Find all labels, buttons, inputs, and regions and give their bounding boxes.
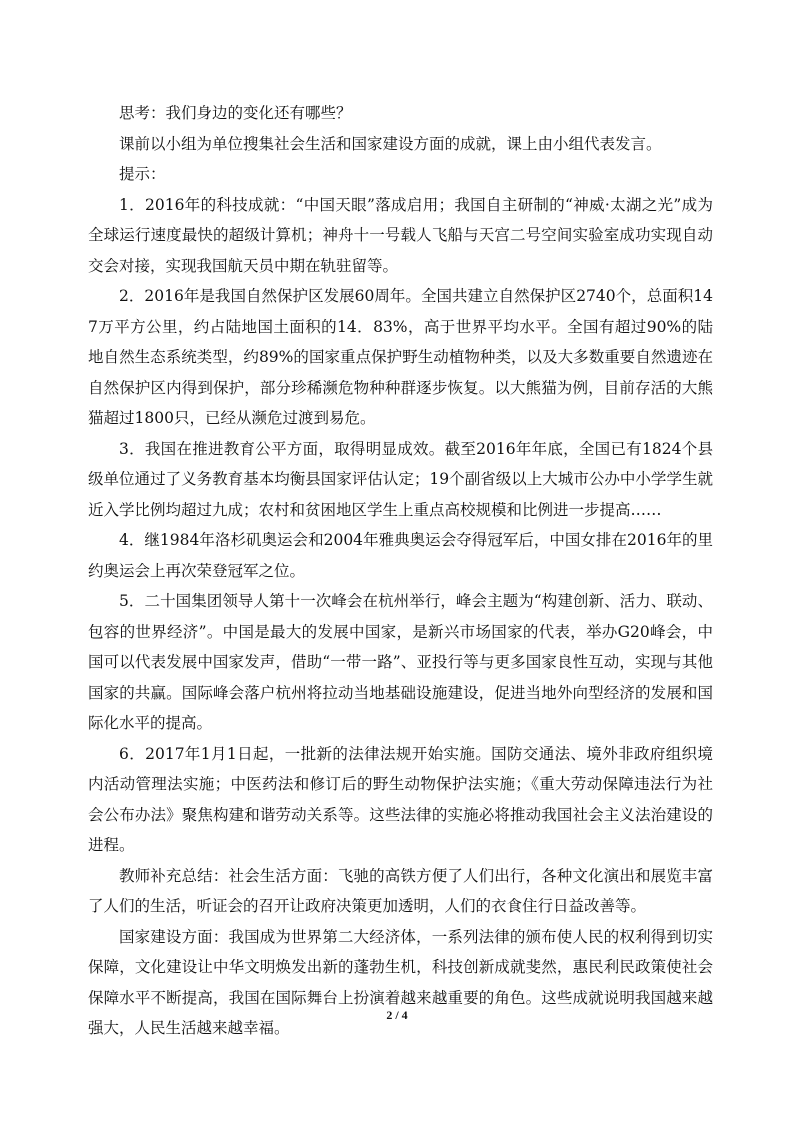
page-number: 2 / 4 — [386, 1008, 408, 1022]
paragraph-item-1: 1．2016年的科技成就：“中国天眼”落成启用；我国自主研制的“神威·太湖之光”成为全球运行速度最快的超级计算机；神舟十一号载人飞船与天宫二号空间实验室成功实现自动交会对接，实现我国航天员中期在轨驻留等。 — [88, 195, 713, 275]
paragraph-item-2: 2．2016年是我国自然保护区发展60周年。全国共建立自然保护区2740个，总面积147万平方公里，约占陆地国土面积的14．83%，高于世界平均水平。全国有超过90%的陆地自然生态系统类型，约89%的国家重点保护野生动植物种类，以及大多数重要自然遗迹在自然保护区内得到保护，部分珍稀濒危物种种群逐步恢复。以大熊猫为例，目前存活的大熊猫超过1800只，已经从濒危过渡到易危。 — [88, 287, 713, 427]
paragraph-item-4: 4．继1984年洛杉矶奥运会和2004年雅典奥运会夺得冠军后，中国女排在2016年的里约奥运会上再次荣登冠军之位。 — [88, 531, 713, 580]
paragraph-teacher-summary: 教师补充总结：社会生活方面：飞驰的高铁方便了人们出行，各种文化演出和展览丰富了人们的生活，听证会的召开让政府决策更加透明，人们的衣食住行日益改善等。 — [88, 866, 713, 915]
document-body — [88, 98, 713, 1044]
paragraph-item-5: 5．二十国集团领导人第十一次峰会在杭州举行，峰会主题为“构建创新、活力、联动、包容的世界经济”。中国是最大的发展中国家，是新兴市场国家的代表，举办G20峰会，中国可以代表发展中国家发声，借助“一带一路”、亚投行等与更多国家良性互动，实现与其他国家的共赢。国际峰会落户杭州将拉动当地基础设施建设，促进当地外向型经济的发展和国际化水平的提高。 — [88, 592, 713, 732]
paragraph-question: 思考：我们身边的变化还有哪些？ — [119, 104, 352, 122]
paragraph-hint-label: 提示： — [119, 165, 166, 183]
paragraph-item-3: 3．我国在推进教育公平方面，取得明显成效。截至2016年年底，全国已有1824个县级单位通过了义务教育基本均衡县国家评估认定；19个副省级以上大城市公办中小学学生就近入学比例均超过九成；农村和贫困地区学生上重点高校规模和比例进一步提高…… — [88, 439, 713, 519]
paragraph-task: 课前以小组为单位搜集社会生活和国家建设方面的成就，课上由小组代表发言。 — [119, 134, 662, 153]
paragraph-item-6: 6．2017年1月1日起，一批新的法律法规开始实施。国防交通法、境外非政府组织境内活动管理法实施；中医药法和修订后的野生动物保护法实施；《重大劳动保障违法行为社会公布办法》聚焦构建和谐劳动关系等。这些法律的实施必将推动我国社会主义法治建设的进程。 — [88, 744, 713, 854]
paragraph-national-construction: 国家建设方面：我国成为世界第二大经济体，一系列法律的颁布使人民的权利得到切实保障，文化建设让中华文明焕发出新的蓬勃生机，科技创新成就斐然，惠民利民政策使社会保障水平不断提高，我国在国际舞台上扮演着越来越重要的角色。这些成就说明我国越来越强大，人民生活越来越幸福。 — [88, 927, 713, 1037]
